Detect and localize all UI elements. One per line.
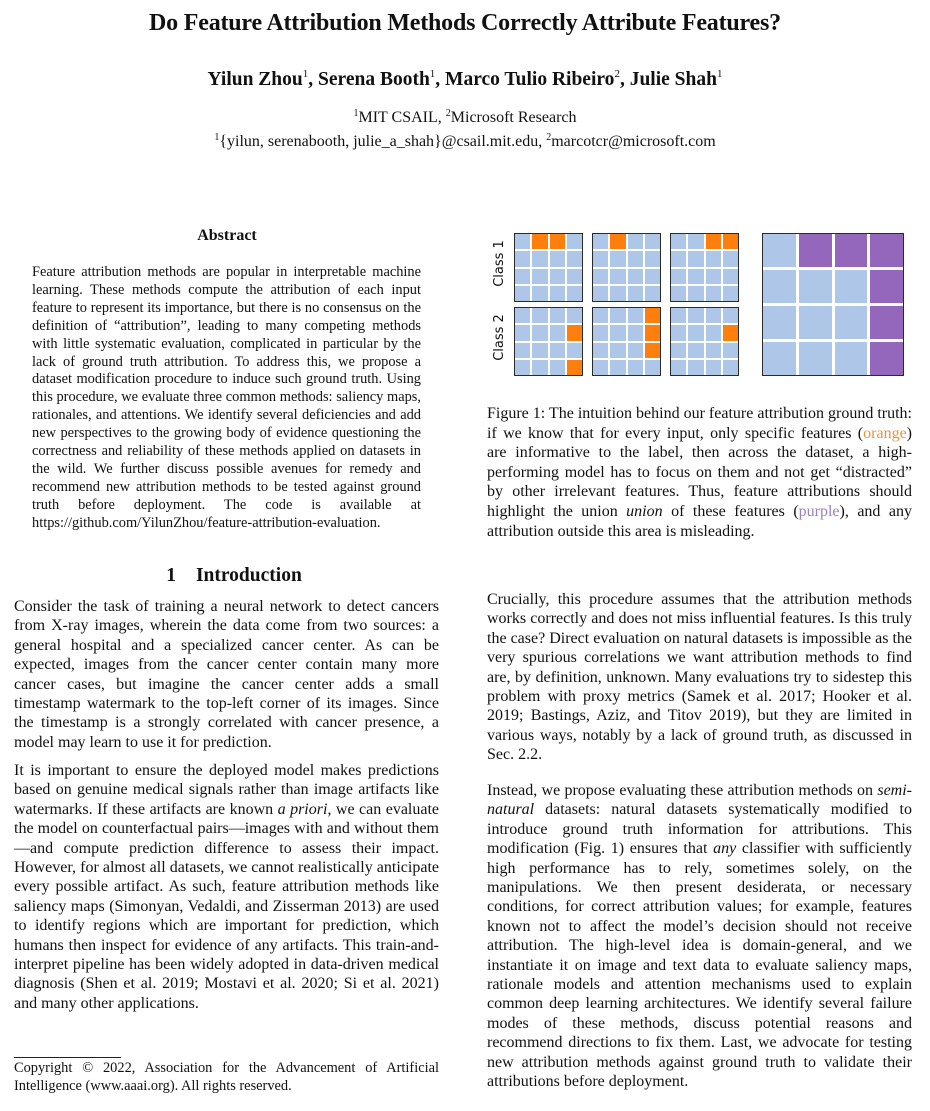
feature-cell (628, 234, 643, 249)
caption-text: Figure 1: The intuition behind our feature attribution ground truth: if we know that for every input, only specific features ( (487, 405, 912, 442)
feature-cell (688, 343, 703, 358)
feature-cell (532, 269, 547, 284)
author-name: Marco Tulio Ribeiro (445, 69, 615, 90)
paper-title: Do Feature Attribution Methods Correctly Attribute Features? (149, 10, 781, 36)
feature-cell (550, 269, 565, 284)
feature-cell (723, 308, 738, 323)
feature-cell (567, 308, 582, 323)
feature-cell (628, 360, 643, 375)
feature-cell (723, 360, 738, 375)
email-line (0, 128, 930, 152)
feature-cell (567, 286, 582, 301)
informative-feature-cell (645, 343, 660, 358)
feature-cell (610, 308, 625, 323)
affiliation-line (0, 104, 930, 128)
abstract-heading: Abstract (197, 227, 257, 244)
feature-cell (515, 325, 530, 340)
feature-cell (799, 342, 832, 375)
feature-cell (645, 360, 660, 375)
feature-cell (799, 270, 832, 303)
informative-feature-cell (723, 325, 738, 340)
feature-cell (550, 360, 565, 375)
intro-paragraph-2 (14, 761, 439, 1013)
affiliations (0, 104, 930, 152)
feature-cell (593, 360, 608, 375)
feature-cell (645, 251, 660, 266)
row-label-class-1: Class 1 (491, 240, 507, 287)
union-feature-cell (870, 342, 903, 375)
feature-cell (706, 251, 721, 266)
feature-cell (515, 308, 530, 323)
feature-cell (550, 343, 565, 358)
feature-cell (610, 360, 625, 375)
feature-cell (515, 360, 530, 375)
example-grid-1 (514, 233, 583, 302)
email-mit: {yilun, serenabooth, julie_a_shah}@csail.mit.edu, (219, 133, 547, 150)
informative-feature-cell (532, 234, 547, 249)
feature-cell (567, 251, 582, 266)
informative-feature-cell (645, 325, 660, 340)
paragraph-italic: semi-natural (487, 782, 912, 819)
paragraph-text: Instead, we propose evaluating these attribution methods on (487, 782, 878, 799)
example-grid-3 (670, 233, 739, 302)
feature-cell (645, 269, 660, 284)
row-label-class-2: Class 2 (491, 314, 507, 361)
informative-feature-cell (723, 234, 738, 249)
informative-feature-cell (567, 325, 582, 340)
union-feature-cell (799, 234, 832, 267)
feature-cell (706, 325, 721, 340)
feature-cell (723, 343, 738, 358)
feature-cell (671, 234, 686, 249)
feature-cell (550, 308, 565, 323)
feature-cell (593, 269, 608, 284)
feature-cell (593, 308, 608, 323)
affiliation-microsoft: Microsoft Research (450, 109, 577, 126)
abstract-text: Feature attribution methods are popular in interpretable machine learning. These methods compute the attribution of each input feature to represent its importance, but there is no consensus on the definition of “attribution”, leading to many competing methods with little systematic evaluation, complicated in particular by the lack of ground truth attribution. To address this, we propose a dataset modification procedure to induce such ground truth. Using this procedure, we evaluate three common methods: saliency maps, rationales, and attentions. We identify several deficiencies and add new perspectives to the growing body of evidence questioning the correctness and reliability of these methods applied on datasets in the wild. We further discuss possible avenues for remedy and recommend new attribution methods to be tested against ground truth before deployment. The code is available at https://github.com/YilunZhou/feature-attribution-evaluation. (32, 264, 421, 531)
informative-feature-cell (567, 360, 582, 375)
author-affil-mark: 1 (429, 68, 436, 80)
feature-cell (532, 286, 547, 301)
author-affil-mark: 2 (614, 68, 620, 80)
paragraph-italic: a priori (277, 800, 328, 818)
feature-cell (706, 308, 721, 323)
example-grid-2 (592, 233, 661, 302)
feature-cell (567, 234, 582, 249)
feature-cell (763, 234, 796, 267)
feature-cell (671, 269, 686, 284)
caption-orange-word: orange (863, 424, 907, 442)
feature-cell (835, 270, 868, 303)
caption-text: ), and any attribution outside this area is misleading. (487, 502, 912, 540)
affil-mark: 1 (353, 108, 359, 119)
feature-cell (532, 251, 547, 266)
feature-cell (671, 325, 686, 340)
caption-text: ) are informative to the label, then across the dataset, a high-performing model has to focus on them and not get “distracted” by other irrelevant features. Thus, feature attributions should highlight the union (487, 424, 912, 520)
union-feature-cell (870, 306, 903, 339)
feature-cell (550, 286, 565, 301)
feature-cell (671, 251, 686, 266)
feature-cell (515, 234, 530, 249)
intro-paragraph-3: Crucially, this procedure assumes that the attribution methods works correctly and does not miss influential features. Is this truly the case? Direct evaluation on natural datasets is impossible as the very spurious correlations we want attribution methods to find are, by definition, unknown. Many evaluations try to sidestep this problem with proxy metrics (Samek et al. 2017; Hooker et al. 2019; Bastings, Aziz, and Titov 2019), but they are limited in various ways, notably by a lack of ground truth, as discussed in Sec. 2.2. (487, 591, 912, 764)
example-grid-5 (592, 307, 661, 376)
feature-cell (799, 306, 832, 339)
feature-cell (763, 306, 796, 339)
paragraph-italic: any (713, 840, 737, 858)
feature-cell (706, 343, 721, 358)
intro-paragraph-1: Consider the task of training a neural network to detect cancers from X-ray images, wherein the data come from two sources: a general hospital and a specialized cancer center. As can be expected, images from the cancer center contain many more cancer cases, but imagine the cancer center adds a small timestamp watermark to the top-left corner of its images. Since the timestamp is a strongly correlated with cancer presence, a model may learn to use it for prediction. (14, 598, 439, 751)
feature-cell (567, 269, 582, 284)
affil-mark: 1 (214, 132, 220, 143)
author-list: Yilun Zhou$^1$, Serena Booth$^1$, Marco Tulio Ribeiro$^2$, Julie Shah$^1$ (207, 68, 723, 90)
feature-cell (610, 325, 625, 340)
feature-cell (645, 234, 660, 249)
feature-cell (610, 286, 625, 301)
feature-cell (628, 251, 643, 266)
section-title: Introduction (195, 565, 302, 586)
paragraph-text: classifier with sufficiently high performance has to rely, sometimes solely, on the manipulations. We then present desiderata, or necessary conditions, for correct attribution values; for example, features known not to affect the model’s decision should not receive attribution. The high-level idea is domain-general, and we instantiate it on image and text data to evaluate saliency maps, rationale models and attention mechanisms used to explain common deep learning architectures. We identify several failure modes of these methods, discuss potential reasons and recommend directions to fix them. Last, we advocate for testing new attribution methods against ground truth to validate their attributions before deployment. (487, 840, 912, 1091)
feature-cell (550, 325, 565, 340)
feature-cell (688, 234, 703, 249)
section-heading (14, 565, 454, 587)
feature-cell (763, 270, 796, 303)
informative-feature-cell (645, 308, 660, 323)
feature-cell (628, 343, 643, 358)
feature-cell (550, 251, 565, 266)
affil-mark: 2 (546, 132, 552, 143)
figure-caption (487, 404, 912, 541)
feature-cell (567, 343, 582, 358)
feature-cell (835, 342, 868, 375)
union-feature-cell (835, 234, 868, 267)
feature-cell (723, 286, 738, 301)
example-grid-6 (670, 307, 739, 376)
feature-cell (645, 286, 660, 301)
author-affil-mark: 1 (302, 68, 309, 80)
feature-cell (515, 269, 530, 284)
feature-cell (532, 308, 547, 323)
feature-cell (610, 251, 625, 266)
feature-cell (706, 286, 721, 301)
author-name: Julie Shah (629, 69, 717, 90)
feature-cell (628, 325, 643, 340)
email-microsoft: marcotcr@microsoft.com (551, 133, 716, 150)
author-name: Yilun Zhou (207, 69, 303, 90)
caption-text: of these features ( (662, 502, 799, 520)
caption-italic-word: union (626, 502, 663, 520)
feature-cell (671, 308, 686, 323)
feature-cell (610, 343, 625, 358)
caption-purple-word: purple (798, 502, 840, 520)
union-grid (762, 233, 904, 376)
feature-cell (671, 360, 686, 375)
author-name: Serena Booth (318, 69, 430, 90)
affiliation-mit: MIT CSAIL, (358, 109, 446, 126)
feature-cell (688, 269, 703, 284)
feature-cell (515, 251, 530, 266)
feature-cell (723, 269, 738, 284)
copyright-notice: Copyright © 2022, Association for the Advancement of Artificial Intelligence (www.aaai.org). All rights reserved. (14, 1060, 439, 1094)
feature-cell (515, 343, 530, 358)
paragraph-text: datasets: natural datasets systematically modified to introduce ground truth information for attributions. This modification (Fig. 1) ensures that (487, 801, 912, 858)
feature-cell (628, 308, 643, 323)
feature-cell (628, 286, 643, 301)
informative-feature-cell (706, 234, 721, 249)
feature-cell (593, 343, 608, 358)
feature-cell (706, 269, 721, 284)
affil-mark: 2 (445, 108, 451, 119)
intro-paragraph-4 (487, 781, 912, 1092)
author-affil-mark: 1 (716, 68, 723, 80)
feature-cell (593, 325, 608, 340)
informative-feature-cell (550, 234, 565, 249)
feature-cell (610, 269, 625, 284)
feature-cell (532, 325, 547, 340)
feature-cell (688, 286, 703, 301)
feature-cell (688, 308, 703, 323)
informative-feature-cell (610, 234, 625, 249)
feature-cell (671, 343, 686, 358)
feature-cell (763, 342, 796, 375)
union-feature-cell (870, 234, 903, 267)
footnote-rule (14, 1057, 121, 1058)
paragraph-text: It is important to ensure the deployed model makes predictions based on genuine medical signals rather than image artifacts like watermarks. If these artifacts are known (14, 762, 439, 818)
union-feature-cell (870, 270, 903, 303)
feature-cell (515, 286, 530, 301)
feature-cell (688, 360, 703, 375)
feature-cell (628, 269, 643, 284)
example-grid-4 (514, 307, 583, 376)
feature-cell (835, 306, 868, 339)
feature-cell (671, 286, 686, 301)
feature-cell (688, 325, 703, 340)
feature-cell (593, 251, 608, 266)
figure-1 (490, 230, 915, 380)
feature-cell (532, 360, 547, 375)
feature-cell (593, 286, 608, 301)
paragraph-text: , we can evaluate the model on counterfactual pairs—images with and without them—and compute prediction difference to assess their impact. However, for almost all datasets, we cannot realistically anticipate every possible artifact. As such, feature attribution methods like saliency maps (Simonyan, Vedaldi, and Zisserman 2013) are used to identify regions which are important for prediction, which humans then inspect for evidence of any artifacts. This train-and-interpret pipeline has been widely adopted in data-driven medical diagnosis (Shen et al. 2019; Mostavi et al. 2020; Si et al. 2021) and many other applications. (14, 800, 440, 1012)
feature-cell (723, 251, 738, 266)
feature-cell (532, 343, 547, 358)
feature-cell (688, 251, 703, 266)
feature-cell (706, 360, 721, 375)
feature-cell (593, 234, 608, 249)
section-number: 1 (166, 565, 176, 586)
